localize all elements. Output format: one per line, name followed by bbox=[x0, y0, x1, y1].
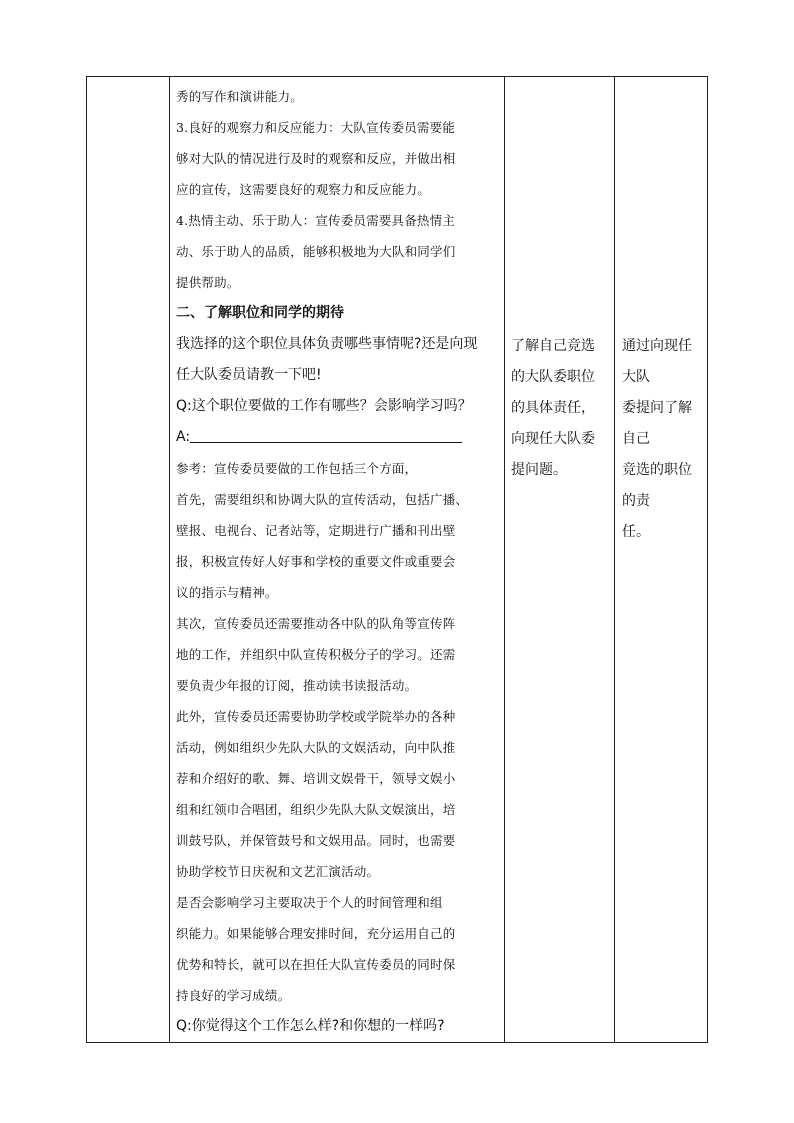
text-line: 议的指示与精神。 bbox=[176, 585, 278, 600]
text-line: 我选择的这个职位具体负责哪些事情呢?还是向现 bbox=[176, 336, 478, 352]
activity-content-cell bbox=[170, 77, 505, 1043]
text-line: 任大队委员请教一下吧! bbox=[176, 367, 322, 383]
lesson-table bbox=[86, 76, 708, 1043]
question-line: Q:这个职位要做的工作有哪些？会影响学习吗？ bbox=[176, 398, 472, 414]
text-line: 持良好的学习成绩。 bbox=[176, 988, 291, 1003]
text-line: 协助学校节日庆祝和文艺汇演活动。 bbox=[176, 864, 380, 879]
blank-column-cell bbox=[87, 77, 170, 1043]
text-line: 了解自己竞选 bbox=[511, 338, 595, 354]
text-line: 活动，例如组织少先队大队的文娱活动，向中队推 bbox=[176, 740, 456, 755]
answer-line bbox=[176, 422, 498, 453]
text-line: 够对大队的情况进行及时的观察和反应，并做出相 bbox=[176, 151, 456, 166]
text-line: 首先，需要组织和协调大队的宣传活动，包括广播、 bbox=[176, 492, 469, 507]
text-line: 荐和介绍好的歌、舞、培训文娱骨干，领导文娱小 bbox=[176, 771, 456, 786]
text-line: 织能力。如果能够合理安排时间，充分运用自己的 bbox=[176, 926, 456, 941]
question-line: Q:你觉得这个工作怎么样?和你想的一样吗? bbox=[176, 1018, 445, 1034]
answer-label: A: bbox=[176, 429, 191, 445]
text-line: 其次，宣传委员还需要推动各中队的队角等宣传阵 bbox=[176, 616, 456, 631]
text-line: 是否会影响学习主要取决于个人的时间管理和组 bbox=[176, 895, 443, 910]
text-line: 秀的写作和演讲能力。 bbox=[176, 89, 304, 104]
text-line: 的具体责任， bbox=[511, 400, 595, 416]
section-heading: 二、了解职位和同学的期待 bbox=[176, 305, 344, 321]
text-line: 提问题。 bbox=[511, 462, 567, 478]
text-line: 优势和特长，就可以在担任大队宣传委员的同时保 bbox=[176, 957, 456, 972]
student-activity-cell bbox=[505, 77, 615, 1043]
text-line: 委提问了解自己 bbox=[622, 400, 692, 447]
text-line: 壁报、电视台、记者站等，定期进行广播和刊出壁 bbox=[176, 523, 456, 538]
text-line: 地的工作，并组织中队宣传积极分子的学习。还需 bbox=[176, 647, 456, 662]
design-intent-cell bbox=[615, 77, 708, 1043]
text-line: 通过向现任大队 bbox=[622, 338, 692, 385]
text-line: 参考：宣传委员要做的工作包括三个方面， bbox=[176, 461, 418, 476]
text-line: 3.良好的观察力和反应能力：大队宣传委员需要能 bbox=[176, 120, 456, 135]
text-line: 提供帮助。 bbox=[176, 275, 240, 290]
text-line: 报，积极宣传好人好事和学校的重要文件或重要会 bbox=[176, 554, 456, 569]
text-line: 组和红领巾合唱团，组织少先队大队文娱演出，培 bbox=[176, 802, 456, 817]
text-line: 应的宣传，这需要良好的观察力和反应能力。 bbox=[176, 182, 431, 197]
text-line: 训鼓号队，并保管鼓号和文娱用品。同时，也需要 bbox=[176, 833, 456, 848]
answer-blank[interactable] bbox=[190, 428, 462, 443]
text-line: 4.热情主动、乐于助人：宣传委员需要具备热情主 bbox=[176, 213, 456, 228]
text-line: 任。 bbox=[622, 524, 650, 540]
text-line: 动、乐于助人的品质，能够积极地为大队和同学们 bbox=[176, 244, 456, 259]
text-line: 要负责少年报的订阅，推动读书读报活动。 bbox=[176, 678, 418, 693]
table-row bbox=[87, 77, 708, 1043]
text-line: 此外，宣传委员还需要协助学校或学院举办的各种 bbox=[176, 709, 456, 724]
text-line: 竞选的职位的责 bbox=[622, 462, 692, 509]
text-line: 的大队委职位 bbox=[511, 369, 595, 385]
text-line: 向现任大队委 bbox=[511, 431, 595, 447]
